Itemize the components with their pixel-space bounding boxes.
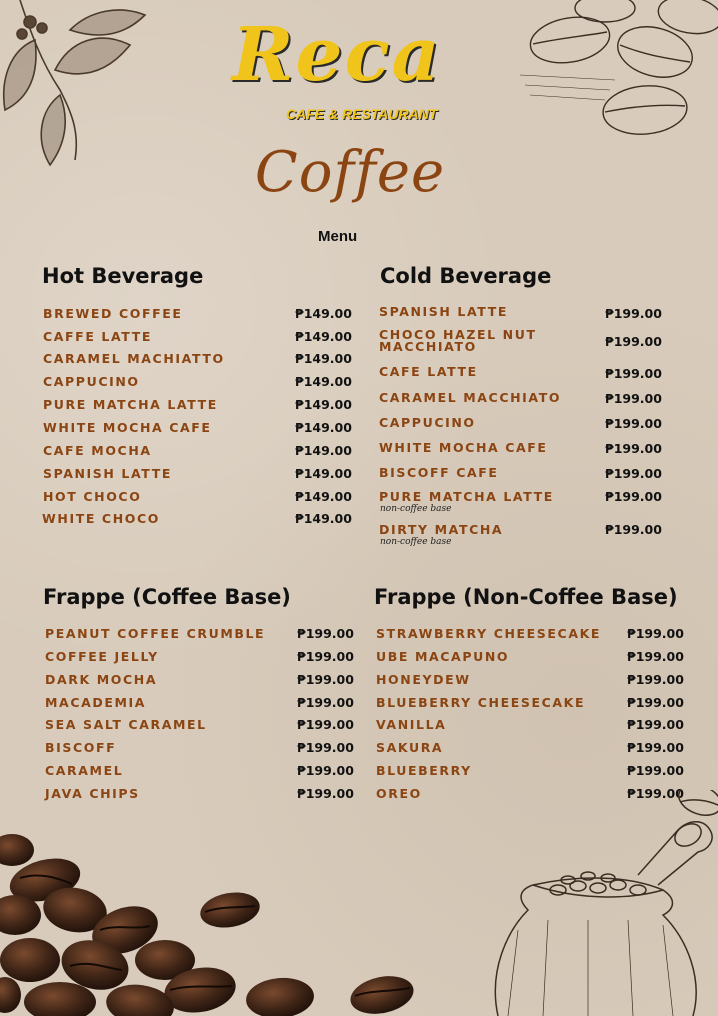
menu-item-price: ₱199.00 xyxy=(627,717,684,732)
menu-item-name: SAKURA xyxy=(376,740,444,755)
menu-item-name: MACADEMIA xyxy=(45,695,147,710)
menu-item-name: PEANUT COFFEE CRUMBLE xyxy=(45,626,266,641)
menu-item-price: ₱199.00 xyxy=(605,522,662,537)
section-heading-hot: Hot Beverage xyxy=(42,264,204,288)
coffee-beans-sketch-icon xyxy=(515,0,718,150)
menu-item-name: CAFE MOCHA xyxy=(43,443,152,458)
menu-item-name: BISCOFF CAFE xyxy=(379,465,499,480)
menu-item-price: ₱149.00 xyxy=(295,329,352,344)
menu-item-price: ₱199.00 xyxy=(297,717,354,732)
menu-item-name: COFFEE JELLY xyxy=(45,649,159,664)
menu-item-price: ₱149.00 xyxy=(295,443,352,458)
menu-item-price: ₱199.00 xyxy=(297,672,354,687)
menu-item-price: ₱199.00 xyxy=(627,672,684,687)
section-heading-frappe-coffee: Frappe (Coffee Base) xyxy=(43,585,291,609)
coffee-beans-photo-icon xyxy=(0,820,420,1016)
menu-item-price: ₱199.00 xyxy=(297,763,354,778)
menu-item-name: UBE MACAPUNO xyxy=(376,649,510,664)
menu-item-name: SPANISH LATTE xyxy=(43,466,172,481)
menu-item-name: BREWED COFFEE xyxy=(43,306,183,321)
menu-item-name: CARAMEL xyxy=(45,763,124,778)
menu-item-name: WHITE CHOCO xyxy=(42,511,160,526)
menu-item-price: ₱199.00 xyxy=(605,466,662,481)
menu-item-price: ₱199.00 xyxy=(605,489,662,504)
brand-logo xyxy=(228,12,478,132)
menu-item-price: ₱199.00 xyxy=(627,786,684,801)
menu-item-name: CAFE LATTE xyxy=(379,364,478,379)
menu-item-price: ₱149.00 xyxy=(295,466,352,481)
menu-item-name: PURE MATCHA LATTE xyxy=(379,489,554,504)
menu-item-name: CHOCO HAZEL NUT xyxy=(379,327,537,342)
menu-item-price: ₱199.00 xyxy=(605,441,662,456)
menu-item-price: ₱199.00 xyxy=(605,391,662,406)
menu-item-name: VANILLA xyxy=(376,717,447,732)
menu-item-price: ₱149.00 xyxy=(295,489,352,504)
menu-item-name: HOT CHOCO xyxy=(43,489,142,504)
menu-title: Coffee xyxy=(254,140,446,205)
menu-item-name-line2: MACCHIATO xyxy=(379,339,477,354)
menu-item-name: JAVA CHIPS xyxy=(45,786,140,801)
menu-item-name: OREO xyxy=(376,786,422,801)
menu-item-name: PURE MATCHA LATTE xyxy=(43,397,218,412)
brand-name: Reca xyxy=(232,12,442,98)
menu-item-name: DIRTY MATCHA xyxy=(379,522,504,537)
menu-item-name: CARAMEL MACHIATTO xyxy=(43,351,225,366)
menu-item-name: CAPPUCINO xyxy=(43,374,140,389)
menu-subtitle: Menu xyxy=(318,228,358,245)
menu-item-price: ₱149.00 xyxy=(295,306,352,321)
menu-item-price: ₱199.00 xyxy=(297,695,354,710)
menu-item-name: CAFFE LATTE xyxy=(43,329,152,344)
section-heading-cold: Cold Beverage xyxy=(380,264,552,288)
menu-item-name: SPANISH LATTE xyxy=(379,304,508,319)
menu-item-price: ₱199.00 xyxy=(605,416,662,431)
menu-item-name: BLUEBERRY xyxy=(376,763,472,778)
menu-item-name: BISCOFF xyxy=(45,740,117,755)
brand-tagline: CAFE & RESTAURANT xyxy=(286,106,438,122)
menu-item-price: ₱199.00 xyxy=(605,334,662,349)
section-heading-frappe-noncoffee: Frappe (Non-Coffee Base) xyxy=(374,585,678,609)
coffee-sack-icon xyxy=(488,790,718,1016)
menu-item-name: CAPPUCINO xyxy=(379,415,476,430)
menu-item-name: SEA SALT CARAMEL xyxy=(45,717,207,732)
menu-item-name: STRAWBERRY CHEESECAKE xyxy=(376,626,602,641)
menu-item-price: ₱199.00 xyxy=(627,649,684,664)
menu-item-price: ₱199.00 xyxy=(627,626,684,641)
menu-item-price: ₱149.00 xyxy=(295,420,352,435)
menu-item-price: ₱199.00 xyxy=(605,366,662,381)
menu-item-name: WHITE MOCHA CAFE xyxy=(379,440,548,455)
menu-item-price: ₱199.00 xyxy=(297,649,354,664)
menu-item-price: ₱199.00 xyxy=(605,306,662,321)
menu-item-name: HONEYDEW xyxy=(376,672,471,687)
menu-item-name: CARAMEL MACCHIATO xyxy=(379,390,562,405)
menu-item-price: ₱199.00 xyxy=(627,695,684,710)
menu-item-price: ₱149.00 xyxy=(295,374,352,389)
menu-item-price: ₱199.00 xyxy=(627,763,684,778)
menu-item-price: ₱199.00 xyxy=(627,740,684,755)
menu-item-price: ₱199.00 xyxy=(297,786,354,801)
menu-item-price: ₱199.00 xyxy=(297,626,354,641)
menu-item-name: DARK MOCHA xyxy=(45,672,158,687)
coffee-plant-icon xyxy=(0,0,150,170)
menu-item-price: ₱149.00 xyxy=(295,511,352,526)
menu-item-name: WHITE MOCHA CAFE xyxy=(43,420,212,435)
menu-item-note: non-coffee base xyxy=(380,537,452,547)
menu-item-note: non-coffee base xyxy=(380,504,452,514)
menu-item-price: ₱149.00 xyxy=(295,397,352,412)
menu-item-price: ₱199.00 xyxy=(297,740,354,755)
menu-item-name: BLUEBERRY CHEESECAKE xyxy=(376,695,586,710)
menu-item-price: ₱149.00 xyxy=(295,351,352,366)
